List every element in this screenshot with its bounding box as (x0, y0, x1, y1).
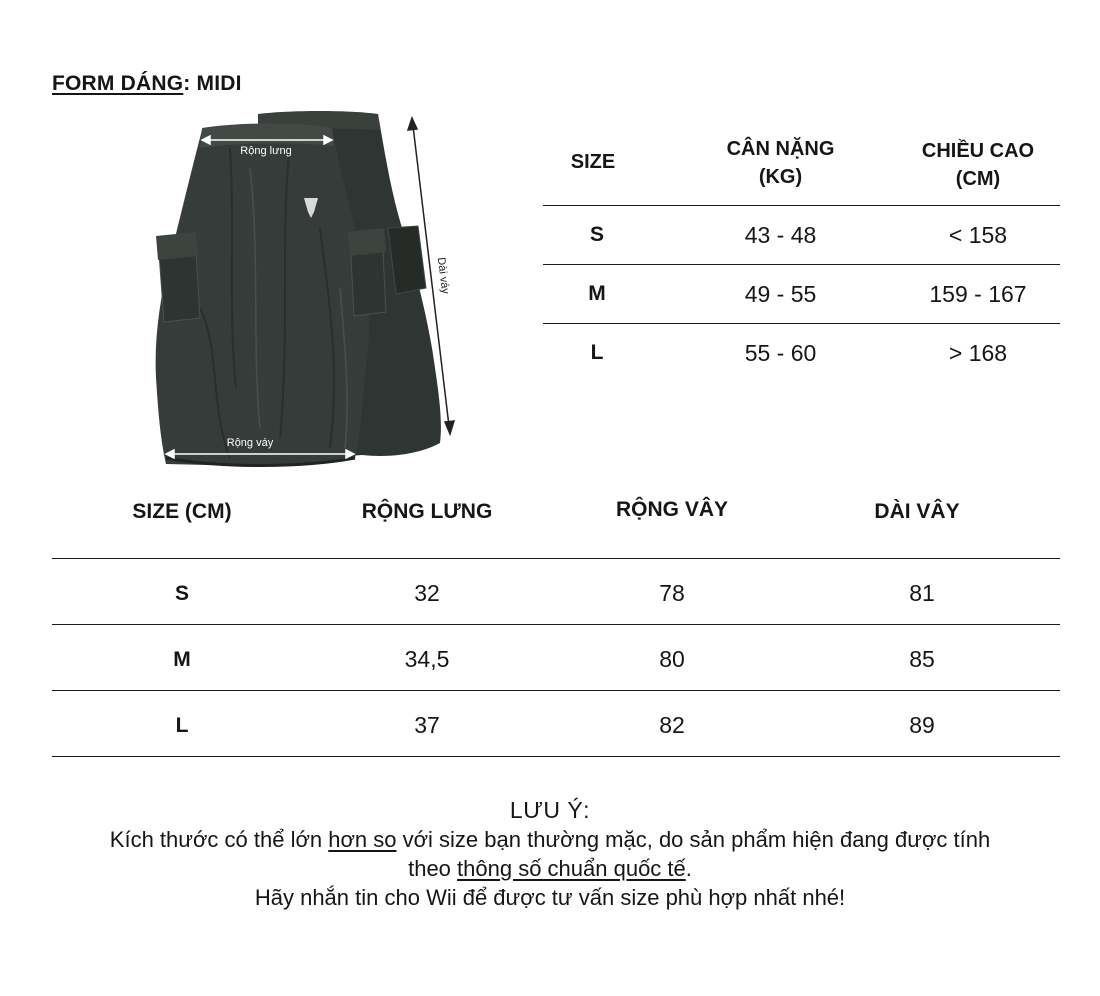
waist-label: Rộng lưng (240, 145, 292, 157)
table-row: S 43 - 48 < 158 (543, 205, 1060, 264)
skirt-illustration (140, 108, 470, 470)
table-row: M 49 - 55 159 - 167 (543, 264, 1060, 323)
header-hem: RỘNG VÂY (615, 498, 728, 521)
table-row: S 32 78 81 (52, 559, 1060, 625)
table-row: L 37 82 89 (52, 691, 1060, 757)
note-section (0, 796, 1100, 912)
length-label: Dài váy (434, 256, 452, 295)
hem-label: Rộng váy (226, 437, 274, 449)
header-waist: RỘNG LƯNG (361, 500, 493, 523)
header-length: DÀI VÂY (874, 500, 960, 523)
form-value: : MIDI (183, 72, 242, 95)
note-line-3: Hãy nhắn tin cho Wii để được tư vấn size phù hợp nhất nhé! (254, 885, 846, 910)
header-size: SIZE (570, 151, 616, 173)
table-row: M 34,5 80 85 (52, 625, 1060, 691)
header-weight: CÂN NẶNG (KG) (726, 138, 835, 188)
weight-height-table (543, 130, 1060, 382)
table-header (543, 130, 1060, 205)
header-height: CHIỀU CAO (CM) (921, 140, 1035, 190)
note-title: LƯU Ý: (509, 797, 591, 823)
form-title (52, 72, 242, 96)
table-header (52, 490, 1060, 559)
form-label: FORM DÁNG (52, 72, 184, 95)
header-size-cm: SIZE (CM) (132, 500, 232, 523)
table-row: L 55 - 60 > 168 (543, 323, 1060, 382)
note-line-2: theo thông số chuẩn quốc tế. (408, 856, 692, 881)
note-line-1: Kích thước có thể lớn hơn so với size bạn thường mặc, do sản phẩm hiện đang được tính (109, 827, 991, 852)
measurement-table (52, 490, 1060, 757)
